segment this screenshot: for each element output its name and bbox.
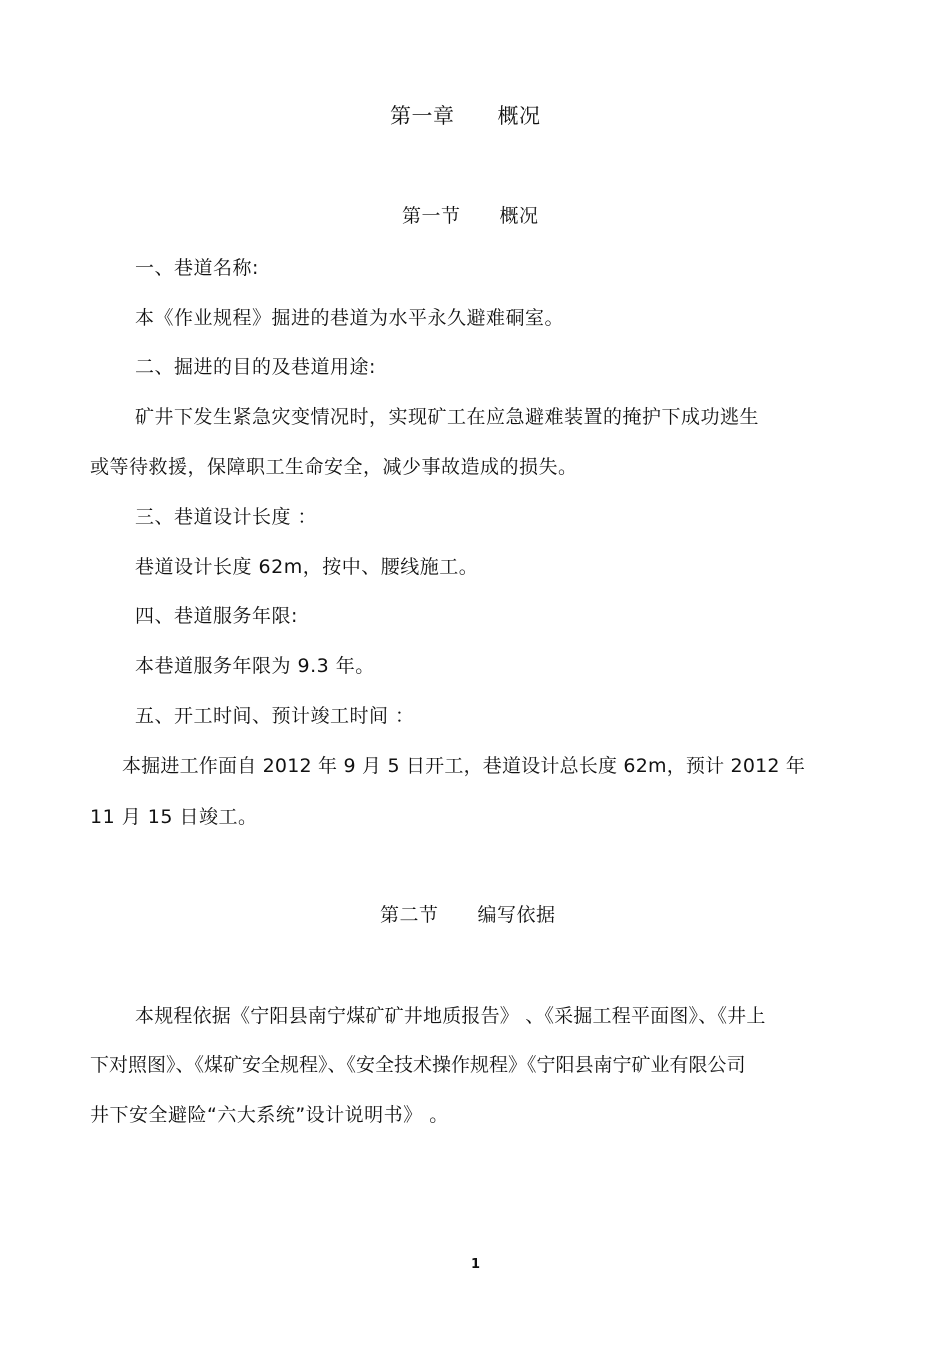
paragraph-line: 11 月 15 日竣工。: [90, 806, 258, 828]
chapter-title: 第一章 概况: [390, 104, 541, 128]
paragraph-line: 五、开工时间、预计竣工时间 ：: [135, 705, 415, 727]
paragraph-line: 二、掘进的目的及巷道用途:: [135, 356, 376, 378]
paragraph-line: 下对照图》、《煤矿安全规程》、《安全技术操作规程》《宁阳县南宁矿业有限公司: [90, 1054, 746, 1076]
paragraph-line: 巷道设计长度 62m，按中、腰线施工。: [135, 556, 479, 578]
paragraph-line: 本巷道服务年限为 9.3 年。: [135, 655, 375, 677]
paragraph-line: 或等待救援，保障职工生命安全，减少事故造成的损失。: [90, 456, 578, 478]
section-title: 第一节 概况: [402, 205, 539, 227]
paragraph-line: 三、巷道设计长度 ：: [135, 506, 318, 528]
paragraph-line: 井下安全避险“六大系统”设计说明书》 。: [90, 1104, 449, 1126]
paragraph-line: 本掘进工作面自 2012 年 9 月 5 日开工，巷道设计总长度 62m，预计 2012 年: [122, 755, 806, 777]
paragraph-line: 本规程依据《宁阳县南宁煤矿矿井地质报告》 、《采掘工程平面图》、《井上: [135, 1005, 766, 1027]
page-number: 1: [471, 1257, 481, 1272]
paragraph-line: 本《作业规程》掘进的巷道为水平永久避难硐室。: [135, 307, 565, 329]
paragraph-line: 矿井下发生紧急灾变情况时，实现矿工在应急避难装置的掩护下成功逃生: [135, 406, 760, 428]
paragraph-line: 一、巷道名称:: [135, 257, 259, 279]
section-title: 第二节 编写依据: [380, 904, 556, 926]
paragraph-line: 四、巷道服务年限:: [135, 605, 298, 627]
